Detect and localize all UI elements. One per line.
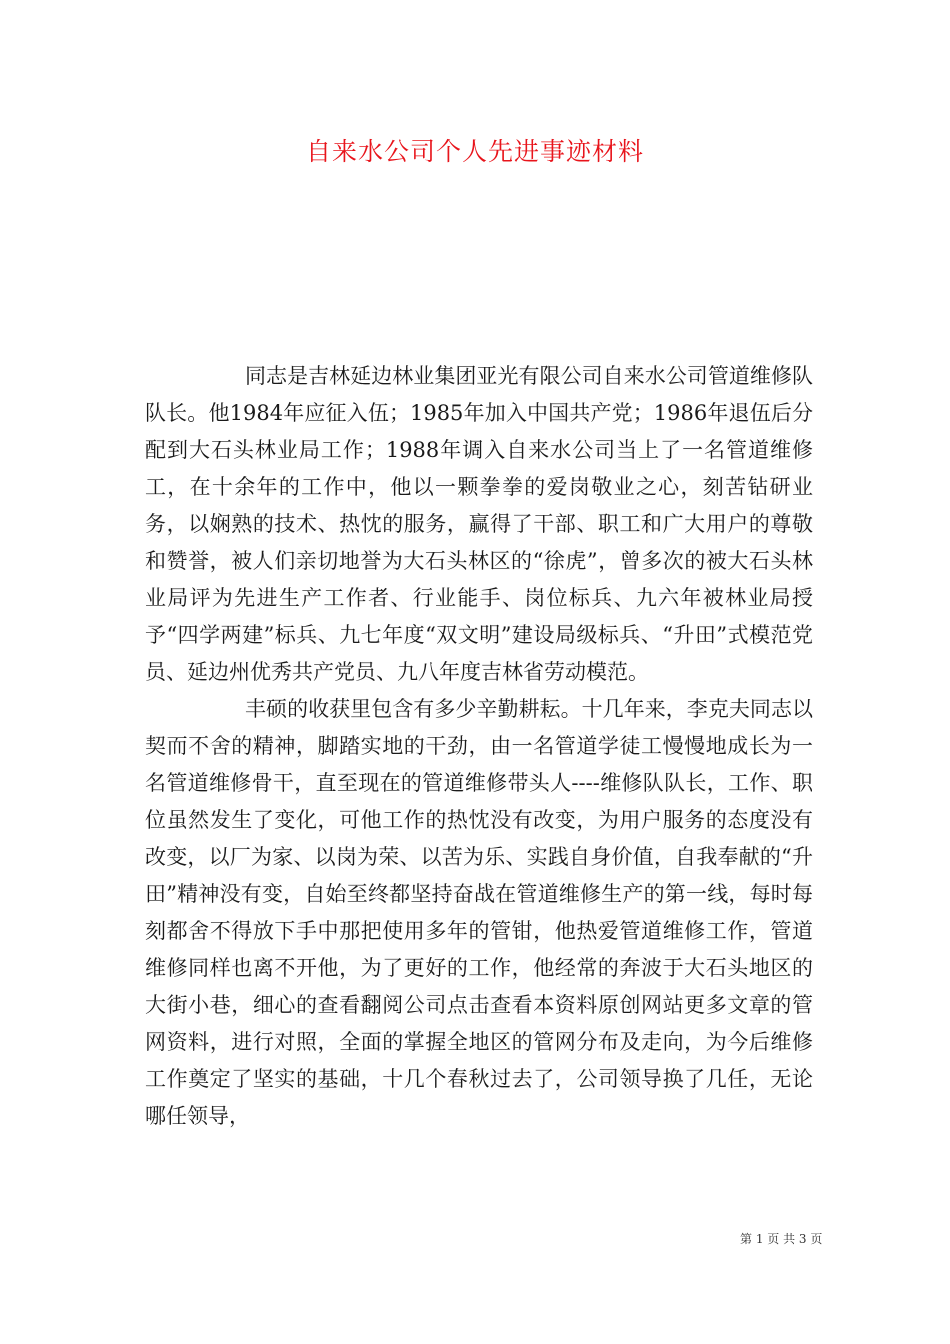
document-title: 自来水公司个人先进事迹材料 (305, 137, 644, 166)
document-body (145, 358, 813, 1135)
paragraph-2: 丰硕的收获里包含有多少辛勤耕耘。十几年来，李克夫同志以契而不舍的精神，脚踏实地的干劲，由一名管道学徒工慢慢地成长为一名管道维修骨干，直至现在的管道维修带头人----维修队队长，工作、职位虽然发生了变化，可他工作的热忱没有改变，为用户服务的态度没有改变，以厂为家、以岗为荣、以苦为乐、实践自身价值，自我奉献的“升田”精神没有变，自始至终都坚持奋战在管道维修生产的第一线，每时每刻都舍不得放下手中那把使用多年的管钳，他热爱管道维修工作，管道维修同样也离不开他，为了更好的工作，他经常的奔波于大石头地区的大街小巷，细心的查看翻阅公司点击查看本资料原创网站更多文章的管网资料，进行对照，全面的掌握全地区的管网分布及走向，为今后维修工作奠定了坚实的基础，十几个春秋过去了，公司领导换了几任，无论哪任领导， (145, 697, 813, 1128)
page-number-footer: 第 1 页 共 3 页 (740, 1232, 823, 1246)
paragraph-1: 同志是吉林延边林业集团亚光有限公司自来水公司管道维修队队长。他1984年应征入伍；1985年加入中国共产党；1986年退伍后分配到大石头林业局工作；1988年调入自来水公司当上了一名管道维修工，在十余年的工作中，他以一颗拳拳的爱岗敬业之心，刻苦钻研业务，以娴熟的技术、热忱的服务，赢得了干部、职工和广大用户的尊敬和赞誉，被人们亲切地誉为大石头林区的“徐虎”，曾多次的被大石头林业局评为先进生产工作者、行业能手、岗位标兵、九六年被林业局授予“四学两建”标兵、九七年度“双文明”建设局级标兵、“升田”式模范党员、延边州优秀共产党员、九八年度吉林省劳动模范。 (145, 364, 813, 684)
